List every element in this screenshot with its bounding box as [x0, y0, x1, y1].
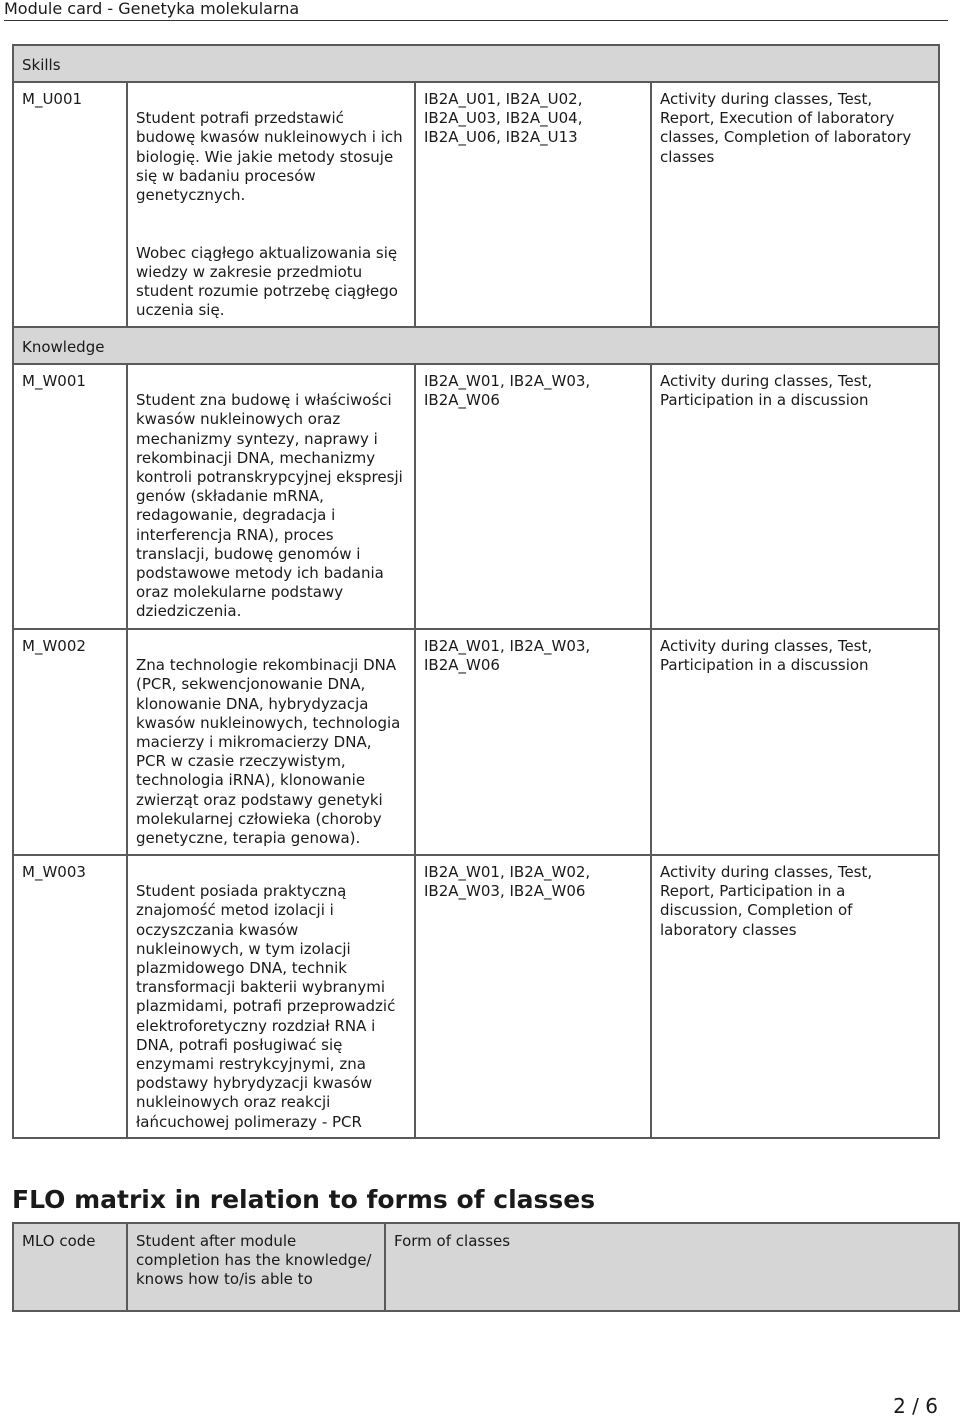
table-row: [13, 855, 939, 1138]
verification-methods: Activity during classes, Test, Report, Participation in a discussion, Completion of laboratory classes: [660, 863, 873, 939]
outcome-code: M_U001: [22, 90, 83, 108]
table-row: [13, 629, 939, 855]
description-paragraph: Wobec ciągłego aktualizowania się wiedzy w zakresie przedmiotu student rozumie potrzebę ciągłego uczenia się.: [136, 243, 398, 320]
column-header-outcome: Student after module completion has the knowledge/ knows how to/is able to: [136, 1232, 372, 1289]
table-header-row: [13, 1223, 959, 1311]
description-paragraph: Student posiada praktyczną znajomość metod izolacji i oczyszczania kwasów nukleinowych, w tym izolacji plazmidowego DNA, technik transformacji bakterii wybranymi plazmidami, potrafi przeprowadzić elektroforetyczny rozdział RNA i DNA, potrafi posługiwać się enzymami restrykcyjnymi, zna podstawy hybrydyzacji kwasów nukleinowych oraz reakcji łańcuchowej polimerazy - PCR: [136, 882, 396, 1131]
section-header-skills: [13, 45, 939, 82]
related-outcomes: IB2A_W01, IB2A_W02, IB2A_W03, IB2A_W06: [424, 863, 591, 901]
related-outcomes: IB2A_W01, IB2A_W03, IB2A_W06: [424, 637, 591, 675]
column-header-form-of-classes: Form of classes: [394, 1232, 511, 1250]
description-paragraph: Zna technologie rekombinacji DNA (PCR, sekwencjonowanie DNA, klonowanie DNA, hybrydyzacja kwasów nukleinowych, technologia macierzy i mikromacierzy DNA, PCR w czasie rzeczywistym, technologia iRNA), klonowanie zwierząt oraz podstawy genetyki molekularnej człowieka (choroby genetyczne, terapia genowa).: [136, 656, 401, 848]
description-paragraph: Student potrafi przedstawić budowę kwasów nukleinowych i ich biologię. Wie jakie metody stosuje się w badaniu procesów genetycznych.: [136, 109, 403, 205]
flo-matrix-heading: FLO matrix in relation to forms of classes: [12, 1185, 596, 1214]
related-outcomes: IB2A_W01, IB2A_W03, IB2A_W06: [424, 372, 591, 410]
outcome-description: [128, 630, 414, 854]
table-row: [13, 364, 939, 629]
section-label: Knowledge: [22, 338, 105, 356]
outcome-code: M_W002: [22, 637, 86, 655]
verification-methods: Activity during classes, Test, Participation in a discussion: [660, 372, 873, 410]
section-header-knowledge: [13, 327, 939, 364]
outcome-code: M_W003: [22, 863, 86, 881]
outcome-description: [128, 856, 414, 1137]
outcome-code: M_W001: [22, 372, 86, 390]
flo-matrix-table: [12, 1222, 960, 1312]
page-header: [4, 0, 948, 21]
page-title: Module card - Genetyka molekularna: [4, 0, 300, 18]
table-row: [13, 82, 939, 327]
column-header-mlo-code: MLO code: [22, 1232, 96, 1250]
verification-methods: Activity during classes, Test, Report, Execution of laboratory classes, Completion of laboratory classes: [660, 90, 912, 166]
description-paragraph: Student zna budowę i właściwości kwasów nukleinowych oraz mechanizmy syntezy, naprawy i rekombinacji DNA, mechanizmy kontroli potranskrypcyjnej ekspresji genów (składanie mRNA, redagowanie, degradacja i interferencja RNA), proces translacji, budowę genomów i podstawowe metody ich badania oraz molekularne podstawy dziedziczenia.: [136, 391, 403, 621]
verification-methods: Activity during classes, Test, Participation in a discussion: [660, 637, 873, 675]
learning-outcomes-table: [12, 44, 940, 1139]
section-label: Skills: [22, 56, 61, 74]
outcome-description: [128, 83, 414, 326]
outcome-description: [128, 365, 414, 628]
page-number: 2 / 6: [893, 1394, 938, 1418]
related-outcomes: IB2A_U01, IB2A_U02, IB2A_U03, IB2A_U04, IB2A_U06, IB2A_U13: [424, 90, 583, 147]
